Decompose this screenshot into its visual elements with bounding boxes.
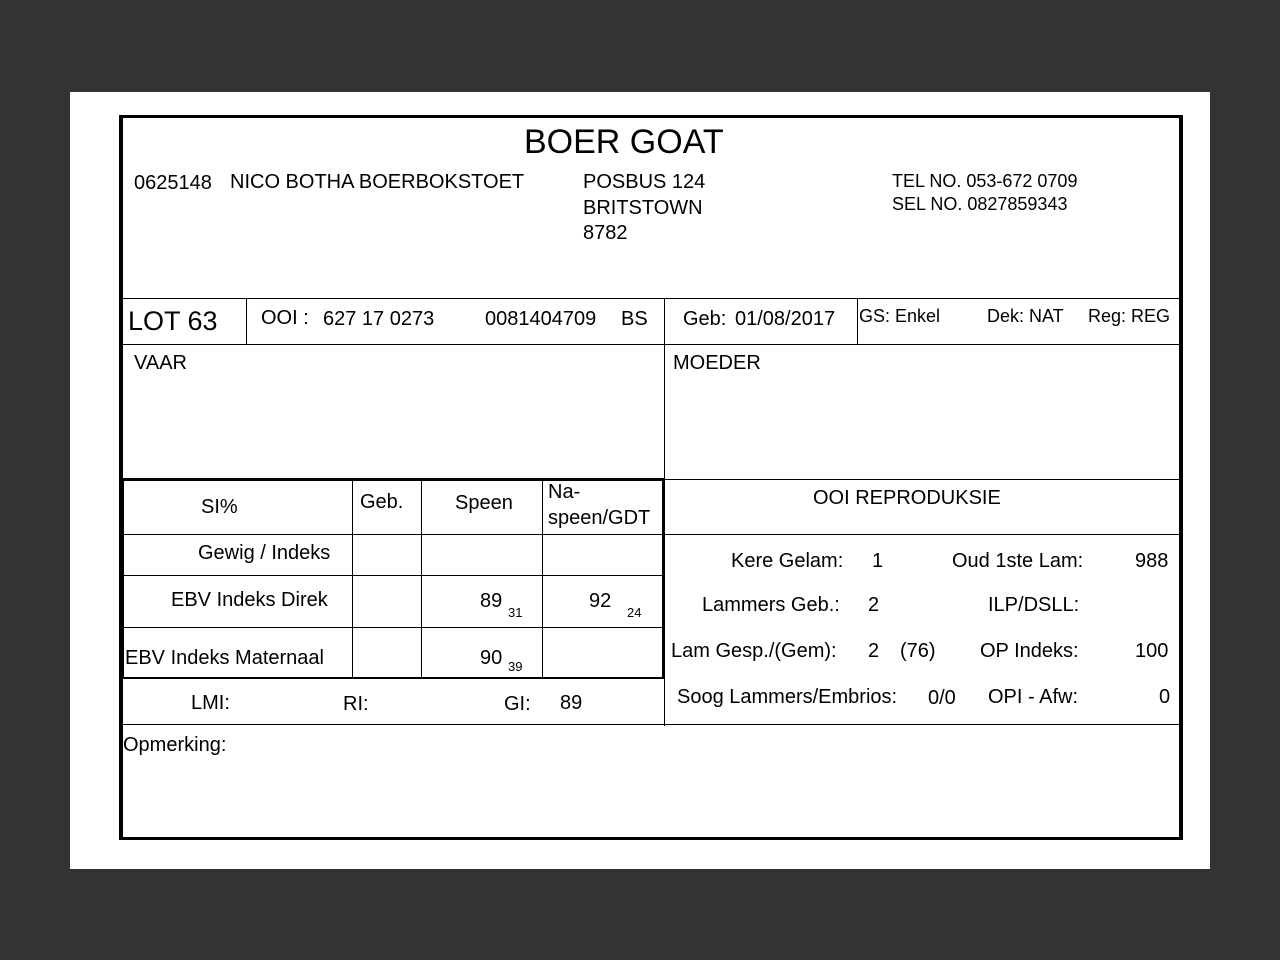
kere-gelam-value: 1 <box>872 550 884 572</box>
moeder-label: MOEDER <box>673 352 761 374</box>
address-line-2: BRITSTOWN <box>583 197 703 219</box>
ebv-direk-naspeen-accuracy: 24 <box>627 605 642 620</box>
birth-label: Geb: <box>683 308 727 330</box>
ooi-label: OOI : <box>261 307 309 329</box>
breeder-code: 0625148 <box>134 172 212 194</box>
birth-date: 01/08/2017 <box>735 308 836 330</box>
lam-gespeen-label: Lam Gesp./(Gem): <box>671 640 837 662</box>
lot-number: LOT 63 <box>128 306 218 336</box>
gi-value: 89 <box>560 692 583 714</box>
gs-status: GS: Enkel <box>859 306 941 326</box>
naspeen-header-line2: speen/GDT <box>548 507 651 529</box>
card-title: BOER GOAT <box>524 123 724 161</box>
registration-suffix: BS <box>621 308 648 330</box>
oud-1ste-lam-label: Oud 1ste Lam: <box>952 550 1084 572</box>
soog-lammers-value: 0/0 <box>928 687 956 709</box>
vaar-label: VAAR <box>134 352 187 374</box>
soog-lammers-label: Soog Lammers/Embrios: <box>677 686 898 708</box>
lammers-geb-label: Lammers Geb.: <box>702 594 840 616</box>
ebv-maternaal-speen-value: 90 <box>480 647 503 669</box>
ebv-direk-naspeen-value: 92 <box>589 590 612 612</box>
ooi-number: 627 17 0273 <box>323 308 435 330</box>
row-label-ebv-direk: EBV Indeks Direk <box>171 589 328 611</box>
ebv-maternaal-speen-accuracy: 39 <box>508 659 523 674</box>
tel-number: TEL NO. 053-672 0709 <box>892 171 1078 191</box>
row-label-gewig: Gewig / Indeks <box>198 542 331 564</box>
opi-afw-value: 0 <box>1159 686 1171 708</box>
ebv-direk-speen-accuracy: 31 <box>508 605 523 620</box>
lam-gespeen-value: 2 <box>868 640 880 662</box>
lmi-label: LMI: <box>191 692 230 714</box>
gi-label: GI: <box>504 693 531 715</box>
dek-status: Dek: NAT <box>987 306 1064 326</box>
opmerking-label: Opmerking: <box>123 734 227 756</box>
kere-gelam-label: Kere Gelam: <box>731 550 844 572</box>
ri-label: RI: <box>343 693 369 715</box>
lammers-geb-value: 2 <box>868 594 880 616</box>
geb-header: Geb. <box>360 491 404 513</box>
opi-afw-label: OPI - Afw: <box>988 686 1079 708</box>
reproduction-title: OOI REPRODUKSIE <box>813 487 1001 509</box>
op-indeks-label: OP Indeks: <box>980 640 1079 662</box>
oud-1ste-lam-value: 988 <box>1135 550 1169 572</box>
row-label-ebv-maternaal: EBV Indeks Maternaal <box>125 647 324 669</box>
ilp-dsll-label: ILP/DSLL: <box>988 594 1080 616</box>
address-line-3: 8782 <box>583 222 628 244</box>
si-percent-header: SI% <box>201 496 238 518</box>
ebv-direk-speen-value: 89 <box>480 590 503 612</box>
speen-header: Speen <box>455 492 513 514</box>
sel-number: SEL NO. 0827859343 <box>892 194 1068 214</box>
naspeen-header-line1: Na- <box>548 481 581 503</box>
registration-number: 0081404709 <box>485 308 597 330</box>
address-line-1: POSBUS 124 <box>583 171 706 193</box>
reg-status: Reg: REG <box>1088 306 1171 326</box>
lam-gespeen-average: (76) <box>900 640 936 662</box>
op-indeks-value: 100 <box>1135 640 1169 662</box>
breeder-name: NICO BOTHA BOERBOKSTOET <box>230 171 525 193</box>
